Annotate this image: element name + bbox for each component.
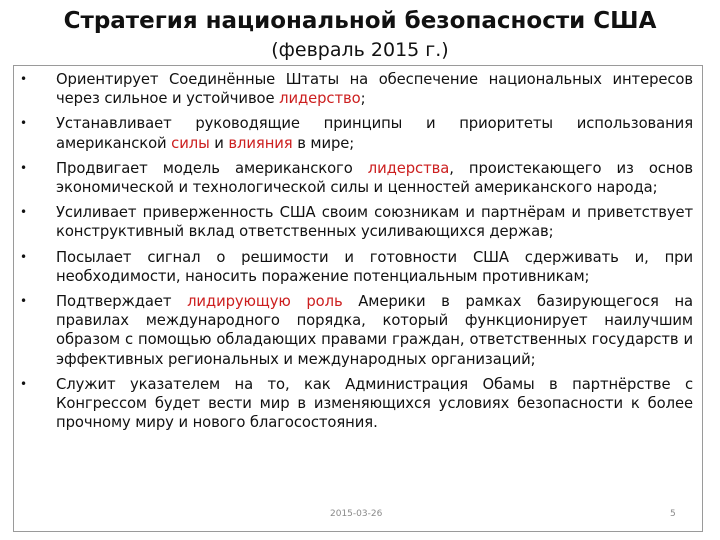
highlight-text: лидерства — [367, 159, 450, 177]
item-text: Служит указателем на то, как Администрация Обамы в партнёрстве с Конгрессом будет вести мир в изменяющихся условиях безопасности к более прочному миру и нового благосостояния. — [56, 375, 693, 432]
item-text: Подтверждает — [56, 293, 188, 311]
list-item — [18, 248, 693, 286]
list-item — [18, 292, 693, 369]
highlight-text: силы — [171, 134, 210, 152]
item-text: Америки в рамках базирующегося на правилах международного порядка, который функционирует наилучшим образом с помощью обладающих правами граждан, ответственных государств и эффективных региональных и международных организаций; — [56, 293, 693, 368]
bullet-icon: • — [20, 116, 27, 131]
slide-title: Стратегия национальной безопасности США — [63, 8, 657, 34]
item-text: ; — [360, 90, 366, 108]
item-text: , проистекающего из основ экономической и технологической силы и ценностей американского народа; — [56, 159, 693, 197]
bullet-icon: • — [20, 160, 27, 175]
list-item — [18, 203, 693, 241]
highlight-text: лидирующую роль — [187, 293, 343, 311]
bullet-icon: • — [20, 205, 27, 220]
item-text: Усиливает приверженность США своим союзникам и партнёрам и приветствует конструктивный вклад ответственных усиливающихся держав; — [56, 204, 693, 241]
page-number: 5 — [670, 509, 676, 519]
item-text: и — [209, 134, 229, 152]
highlight-text: лидерство — [279, 90, 361, 108]
list-item — [18, 159, 693, 197]
bullet-icon: • — [20, 294, 27, 309]
list-item — [18, 375, 693, 433]
list-item — [18, 70, 693, 108]
highlight-text: влияния — [228, 134, 293, 152]
item-text: в мире; — [292, 134, 355, 152]
item-text: Устанавливает руководящие принципы и приоритеты использования американской — [56, 115, 693, 152]
bullet-icon: • — [20, 249, 27, 264]
bullet-icon: • — [20, 72, 27, 86]
item-text: Продвигает модель американского — [56, 159, 368, 177]
bullet-list — [18, 70, 693, 438]
slide-subtitle: (февраль 2015 г.) — [271, 39, 449, 61]
item-text: Ориентирует Соединённые Штаты на обеспечение национальных интересов через сильное и устойчивое — [56, 71, 693, 108]
item-text: Посылает сигнал о решимости и готовности США сдерживать и, при необходимости, наносить поражение потенциальным противникам; — [56, 248, 693, 285]
footer-date: 2015-03-26 — [330, 509, 383, 519]
list-item — [18, 114, 693, 152]
bullet-icon: • — [20, 376, 27, 391]
